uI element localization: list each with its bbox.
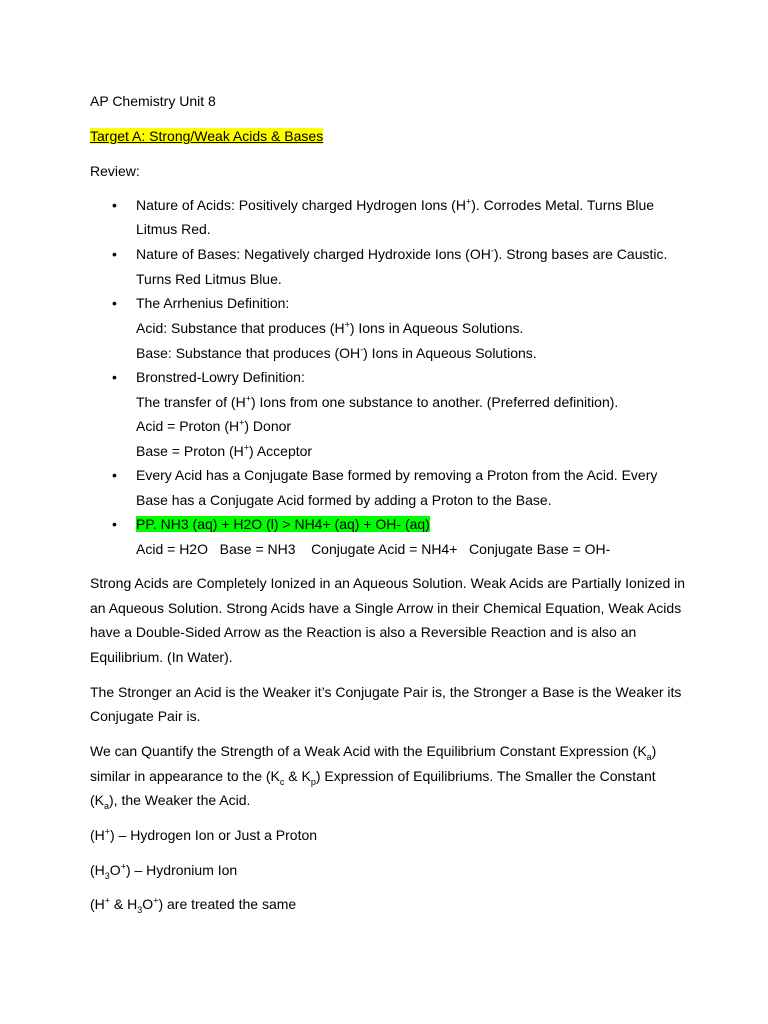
- para-1-line-2: an Aqueous Solution. Strong Acids have a Single Arrow in their Chemical Equation, Weak Acids: [90, 600, 682, 616]
- target-heading: [90, 127, 323, 145]
- bullet-icon: •: [112, 246, 117, 262]
- bullet-3-line-1: The Arrhenius Definition:: [136, 295, 290, 311]
- bullet-icon: •: [112, 369, 117, 385]
- bullet-icon: •: [112, 197, 117, 213]
- bullet-4-line-1: Bronstred-Lowry Definition:: [136, 369, 305, 385]
- para-2-line-1: The Stronger an Acid is the Weaker it’s Conjugate Pair is, the Stronger a Base is the Weaker its: [90, 684, 682, 700]
- def-hydronium-ion: $(H_3O^+)$ – Hydronium Ion: [90, 861, 238, 881]
- bullet-icon: •: [112, 516, 117, 532]
- bullet-5-line-1: Every Acid has a Conjugate Base formed by removing a Proton from the Acid. Every: [136, 467, 658, 483]
- para-1-line-1: Strong Acids are Completely Ionized in an Aqueous Solution. Weak Acids are Partially Ionized in: [90, 575, 686, 591]
- bullet-1-line-1: Nature of Acids: Positively charged Hydrogen Ions (H+). Corrodes Metal. Turns Blue: [136, 196, 655, 213]
- bullet-3-line-2: Acid: Substance that produces (H+) Ions in Aqueous Solutions.: [136, 319, 524, 336]
- para-3-line-1: We can Quantify the Strength of a Weak Acid with the Equilibrium Constant Expression $(K_a)$: [90, 743, 657, 762]
- def-hydrogen-ion: (H+) – Hydrogen Ion or Just a Proton: [90, 826, 318, 843]
- bullet-2-line-2: Turns Red Litmus Blue.: [136, 271, 282, 287]
- bullet-4-line-2: The transfer of (H+) Ions from one substance to another. (Preferred definition).: [136, 393, 619, 410]
- bullet-5-line-2: Base has a Conjugate Acid formed by adding a Proton to the Base.: [136, 492, 552, 508]
- para-1-line-3: have a Double-Sided Arrow as the Reaction is also a Reversible Reaction and is also an: [90, 624, 637, 640]
- equation-highlight: PP. NH3 (aq) + H2O (l) > NH4+ (aq) + OH- (aq): [136, 516, 430, 532]
- para-1-line-4: Equilibrium. (In Water).: [90, 649, 233, 665]
- bullet-icon: •: [112, 295, 117, 311]
- para-2-line-2: Conjugate Pair is.: [90, 708, 201, 724]
- bullet-2-line-1: Nature of Bases: Negatively charged Hydroxide Ions (OH-). Strong bases are Caustic.: [136, 245, 668, 262]
- bullet-icon: •: [112, 467, 117, 483]
- bullet-3-line-3: Base: Substance that produces (OH-) Ions in Aqueous Solutions.: [136, 344, 537, 361]
- target-highlight: Target A: Strong/Weak Acids & Bases: [90, 128, 324, 144]
- para-3-line-3: $(K_a)$, the Weaker the Acid.: [90, 792, 251, 811]
- para-3-line-2: similar in appearance to the ($K_c$ & $K_p$) Expression of Equilibriums. The Smaller the Constant: [90, 768, 656, 787]
- bullet-6-line-2: Acid = H2O Base = NH3 Conjugate Acid = NH4+ Conjugate Base = OH-: [136, 541, 611, 557]
- def-treated-same: (H+ & $H_3O^+$) are treated the same: [90, 895, 297, 915]
- bullet-4-line-3: Acid = Proton (H+) Donor: [136, 417, 292, 434]
- doc-title: AP Chemistry Unit 8: [90, 93, 216, 109]
- review-label: Review:: [90, 163, 140, 179]
- bullet-1-line-2: Litmus Red.: [136, 221, 211, 237]
- bullet-6-line-1: [136, 515, 430, 533]
- bullet-4-line-4: Base = Proton (H+) Acceptor: [136, 442, 313, 459]
